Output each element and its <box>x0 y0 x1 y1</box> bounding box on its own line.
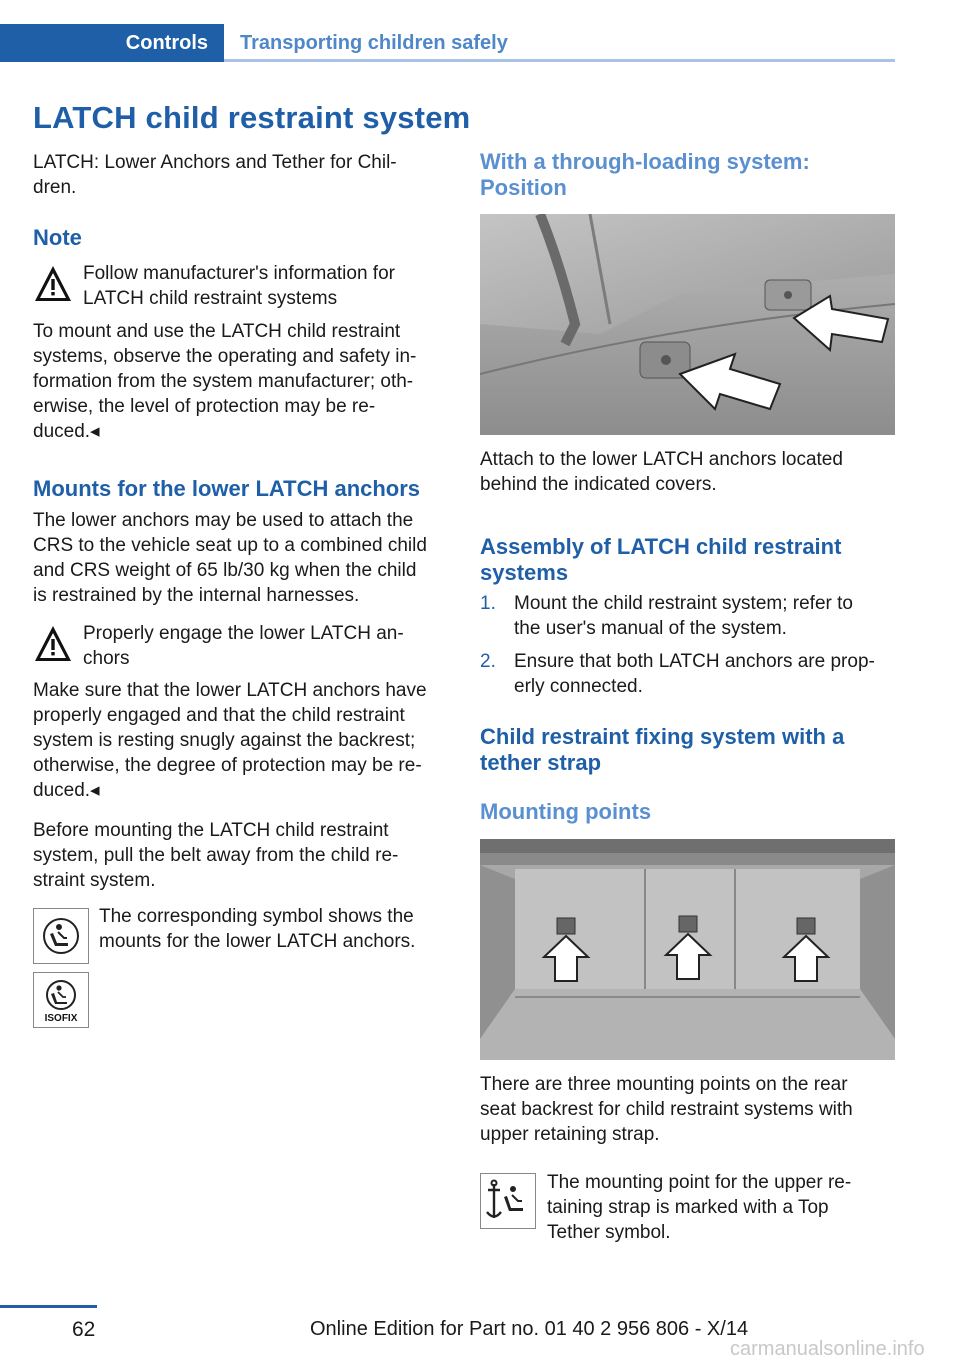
note-body-text: To mount and use the LATCH child restraint systems, observe the operating and safety in- formation from the system manufacturer; oth- erwise, the level of protection may be re- duced.◂ <box>33 321 417 442</box>
note-warning-text: Follow manufacturer's information for LATCH child restraint systems <box>83 263 395 309</box>
isofix-label: ISOFIX <box>44 1013 78 1024</box>
isofix-symbol <box>33 972 89 1028</box>
warning-triangle-icon <box>33 264 73 304</box>
cargo-mounting-photo <box>480 839 895 1060</box>
seat-anchor-illustration <box>480 214 895 435</box>
top-tether-anchor-icon <box>481 1174 535 1228</box>
page-title: LATCH child restraint system <box>33 100 471 135</box>
through-loading-heading: With a through-loading system: Position <box>480 149 810 200</box>
cargo-mounting-illustration <box>480 839 895 1060</box>
footer-divider <box>0 1305 97 1308</box>
latch-symbol <box>33 908 89 964</box>
step-number: 1. <box>480 593 496 614</box>
mounting-points-heading: Mounting points <box>480 799 652 824</box>
intro-text: LATCH: Lower Anchors and Tether for Chil- dren. <box>33 152 397 198</box>
mounts-body-text: The lower anchors may be used to attach the CRS to the vehicle seat up to a combined child and CRS weight of 65 lb/30 kg when the child is restrained by the internal harnesses. <box>33 510 427 606</box>
attach-text: Attach to the lower LATCH anchors located behind the indicated covers. <box>480 449 843 495</box>
symbol-explanation-text: The corresponding symbol shows the mounts for the lower LATCH anchors. <box>99 906 416 952</box>
engage-warning-text: Properly engage the lower LATCH an- chors <box>83 623 404 669</box>
page-header <box>0 24 895 62</box>
step-text: Mount the child restraint system; refer to the user's manual of the system. <box>514 593 853 639</box>
page-number: 62 <box>72 1318 96 1341</box>
seat-anchor-photo <box>480 214 895 435</box>
header-section-title: Transporting children safely <box>240 32 508 54</box>
step-text: Ensure that both LATCH anchors are prop- erly connected. <box>514 651 875 697</box>
step-number: 2. <box>480 651 496 672</box>
three-points-text: There are three mounting points on the rear seat backrest for child restraint systems with upper retaining strap. <box>480 1074 853 1145</box>
engage-body-text: Make sure that the lower LATCH anchors have properly engaged and that the child restraint system is resting snugly against the backrest; otherwise, the degree of protection may be re- duced.◂ <box>33 680 427 801</box>
warning-triangle-icon <box>33 624 73 664</box>
assembly-heading: Assembly of LATCH child restraint systems <box>480 534 842 585</box>
top-tether-text: The mounting point for the upper re- taining strap is marked with a Top Tether symbol. <box>547 1172 852 1243</box>
watermark: carmanualsonline.info <box>730 1338 925 1360</box>
header-tab-controls: Controls <box>0 24 224 62</box>
before-mounting-text: Before mounting the LATCH child restraint system, pull the belt away from the child re- straint system. <box>33 820 399 891</box>
header-divider <box>224 59 895 62</box>
top-tether-symbol <box>480 1173 536 1229</box>
edition-text: Online Edition for Part no. 01 40 2 956 806 - X/14 <box>310 1318 749 1340</box>
note-heading: Note <box>33 225 82 250</box>
mounts-heading: Mounts for the lower LATCH anchors <box>33 476 421 501</box>
tether-heading: Child restraint fixing system with a tether strap <box>480 724 845 775</box>
child-seat-icon <box>34 909 88 963</box>
